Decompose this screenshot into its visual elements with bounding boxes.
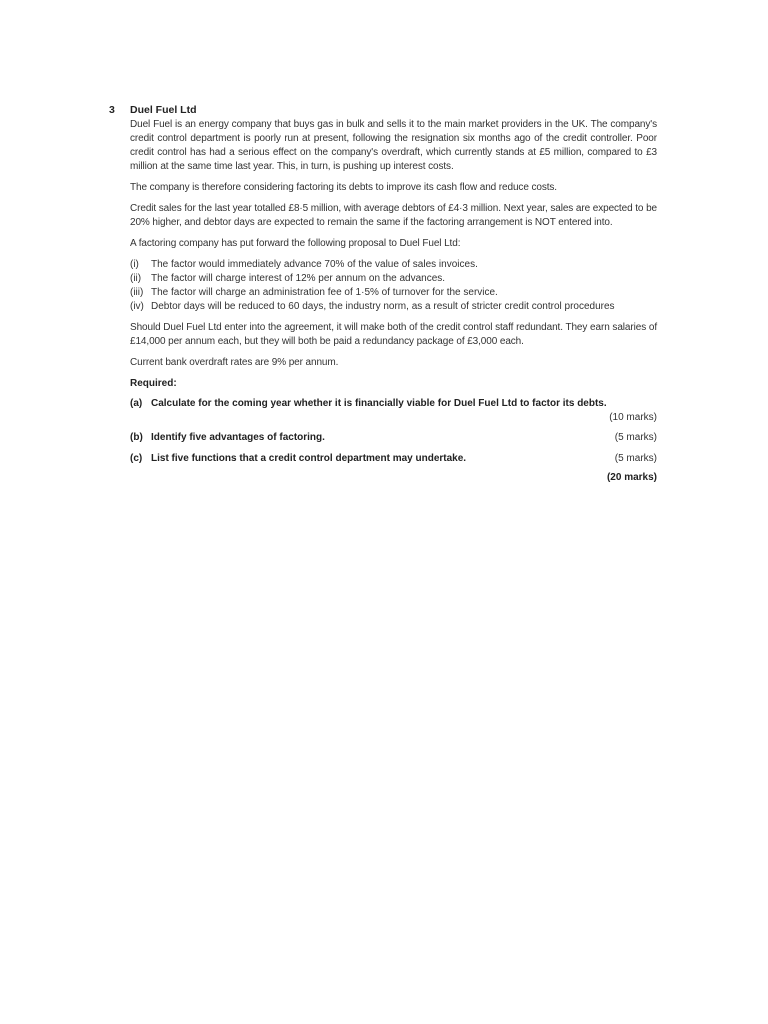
proposal-intro-paragraph: A factoring company has put forward the following proposal to Duel Fuel Ltd: <box>130 238 461 249</box>
task-c <box>130 452 657 466</box>
list-item-text: The factor will charge interest of 12% per annum on the advances. <box>151 273 446 284</box>
task-marks: (10 marks) <box>609 412 657 423</box>
task-label: (c) <box>130 453 143 464</box>
overdraft-rate-paragraph: Current bank overdraft rates are 9% per annum. <box>130 357 339 368</box>
required-heading: Required: <box>130 378 177 389</box>
question-title: Duel Fuel Ltd <box>130 104 197 116</box>
task-a <box>130 397 657 411</box>
list-item <box>130 300 657 314</box>
list-item-number: (i) <box>130 259 139 270</box>
list-item <box>130 286 657 300</box>
task-label: (b) <box>130 432 143 443</box>
task-b <box>130 431 657 445</box>
list-item-text: Debtor days will be reduced to 60 days, the industry norm, as a result of stricter credit control procedures <box>151 301 615 312</box>
proposal-list <box>130 258 657 314</box>
total-marks: (20 marks) <box>606 472 657 483</box>
list-item-text: The factor would immediately advance 70% of the value of sales invoices. <box>151 259 478 270</box>
list-item <box>130 272 657 286</box>
task-label: (a) <box>130 398 143 409</box>
redundancy-paragraph: Should Duel Fuel Ltd enter into the agreement, it will make both of the credit control staff redundant. They earn salaries of £14,000 per annum each, but they will both be paid a redundancy package of £3,000 each. <box>130 322 657 347</box>
list-item-number: (iii) <box>130 287 144 298</box>
list-item-text: The factor will charge an administration fee of 1·5% of turnover for the service. <box>151 287 498 298</box>
task-text: Calculate for the coming year whether it is financially viable for Duel Fuel Ltd to factor its debts. <box>151 398 607 409</box>
list-item-number: (ii) <box>130 273 142 284</box>
question-body <box>130 103 657 485</box>
list-item-number: (iv) <box>130 301 144 312</box>
list-item <box>130 258 657 272</box>
task-marks: (5 marks) <box>614 432 657 443</box>
task-marks: (5 marks) <box>614 453 657 464</box>
question-number: 3 <box>109 104 115 116</box>
task-text: Identify five advantages of factoring. <box>151 432 325 443</box>
credit-sales-paragraph: Credit sales for the last year totalled £8·5 million, with average debtors of £4·3 million. Next year, sales are expected to be 20% higher, and debtor days are expected to remain the same if the factoring arrangement is NOT entered into. <box>130 203 657 228</box>
task-text: List five functions that a credit control department may undertake. <box>151 453 467 464</box>
considering-paragraph: The company is therefore considering factoring its debts to improve its cash flow and reduce costs. <box>130 182 557 193</box>
intro-paragraph: Duel Fuel is an energy company that buys gas in bulk and sells it to the main market providers in the UK. The company's credit control department is poorly run at present, following the resignation six months ago of the credit controller. Poor credit control has had a serious effect on the company's overdraft, which currently stands at £5 million, compared to £3 million at the same time last year. This, in turn, is pushing up interest costs. <box>130 119 657 172</box>
